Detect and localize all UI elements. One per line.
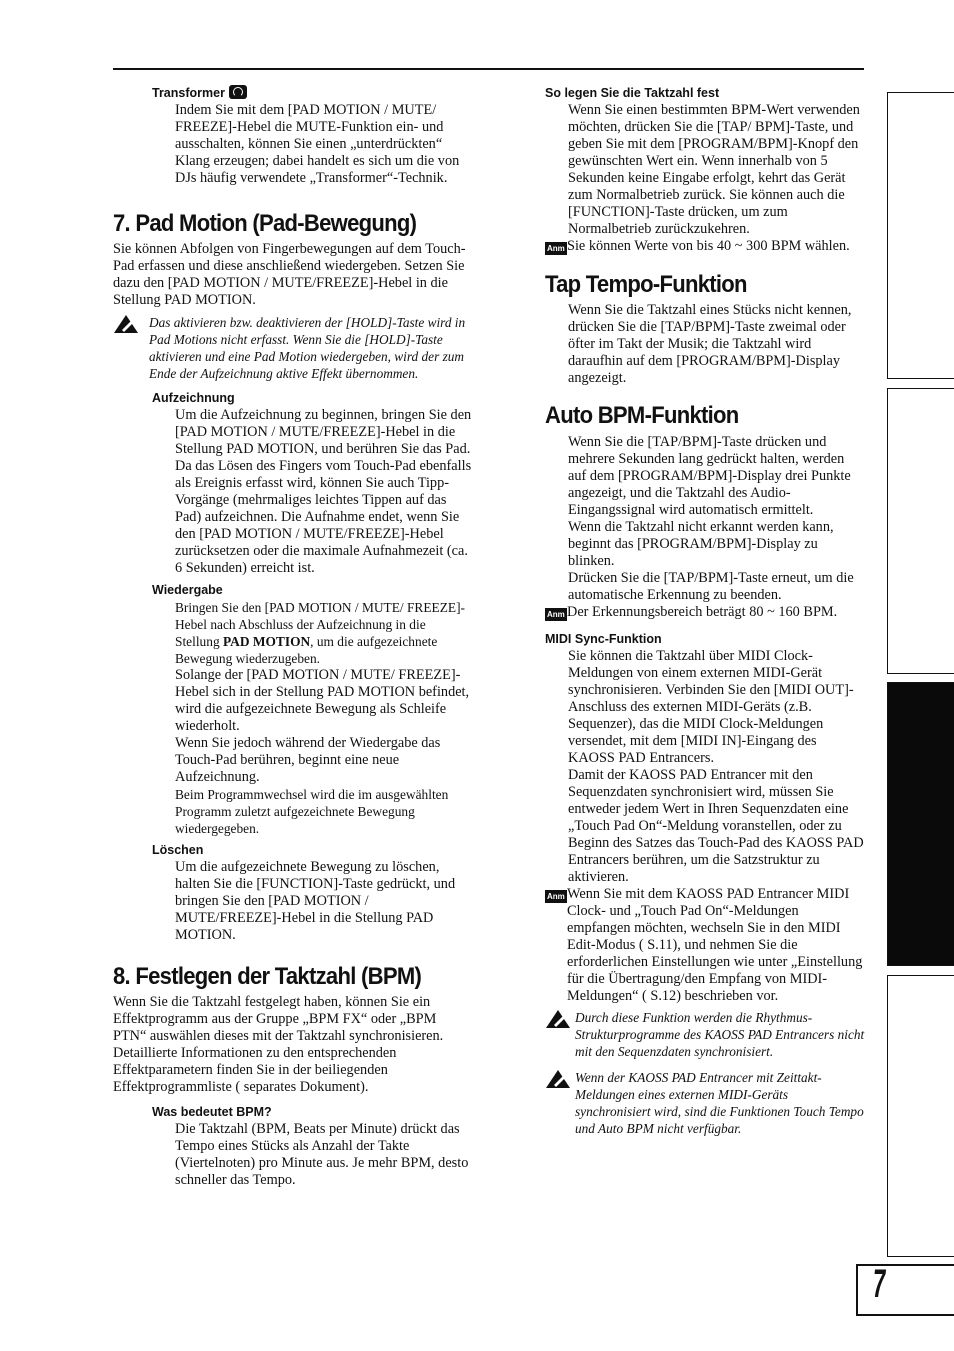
midi-warning-2-text: Wenn der KAOSS PAD Entrancer mit Zeittakt-Meldungen eines externen MIDI-Geräts synchronisiert wird, sind die Funktionen Touch Tempo und Auto BPM nicht verfügbar. xyxy=(575,1070,864,1136)
midi-text-2: Damit der KAOSS PAD Entrancer mit den Sequenzdaten synchronisiert wird, müssen Sie entweder jedem Wert in Ihren Sequenzdaten eine „Touch Pad On“-Meldung voranstellen, oder zu Beginn des Satzes das Touch-Pad des KAOSS PAD Entrancers berühren, um die Satzstruktur zu aktivieren. xyxy=(568,767,864,885)
auto-note-text: Der Erkennungsbereich beträgt 80 ~ 160 BPM. xyxy=(567,604,838,620)
aufzeichnung-text: Um die Aufzeichnung zu beginnen, bringen Sie den [PAD MOTION / MUTE/FREEZE]-Hebel in die Stellung PAD MOTION, und berühren Sie das Pad. Da das Lösen des Fingers vom Touch-Pad ebenfalls als Ereignis erfasst wird, können Sie auch Tipp-Vorgänge (mehrmaliges leichtes Tippen auf das Pad) aufzeichnen. Die Aufnahme endet, wenn Sie den [PAD MOTION / MUTE/FREEZE]-Hebel zurücksetzen oder die maximale Aufnahmezeit (ca. 6 Sekunden) erreicht ist. xyxy=(175,407,472,576)
midi-warning-1-text: Durch diese Funktion werden die Rhythmus-Strukturprogramme des KAOSS PAD Entrancers nicht mit den Sequenzdaten synchronisiert. xyxy=(575,1010,865,1059)
auto-text-1: Wenn Sie die [TAP/BPM]-Taste drücken und mehrere Sekunden lang gedrückt halten, werden auf dem [PROGRAM/BPM]-Display drei Punkte angezeigt, und die Taktzahl des Audio-Eingangssignal wird automatisch ermittelt. xyxy=(568,434,851,518)
fest-text: Wenn Sie einen bestimmten BPM-Wert verwenden möchten, drücken Sie die [TAP/ BPM]-Taste, und geben Sie mit dem [PROGRAM/BPM]-Knopf den gewünschten Wert ein. Wenn innerhalb von 5 Sekunden keine Eingabe erfolgt, kehrt das Gerät zum Normalbetrieb zurück. Sie können auch die [FUNCTION]-Taste drücken, um zum Normalbetrieb zurückzukehren. xyxy=(568,102,860,237)
auto-text-2: Wenn die Taktzahl nicht erkannt werden kann, beginnt das [PROGRAM/BPM]-Display zu blinken. xyxy=(568,519,834,569)
was-bpm-title: Was bedeutet BPM? xyxy=(152,1105,272,1119)
right-column xyxy=(545,85,865,1137)
anm-note-icon: Anm xyxy=(547,892,565,901)
midi-title: MIDI Sync-Funktion xyxy=(545,632,662,646)
midi-warning-2 xyxy=(545,1069,865,1137)
wiedergabe-text-a: Bringen Sie den [PAD MOTION / MUTE/ FREEZE]-Hebel nach Abschluss der Aufzeichnung in die Stellung PAD MOTION, um die aufgezeichnete Bewegung wiederzugeben. xyxy=(175,600,465,666)
midi-note xyxy=(545,886,865,1005)
section8-intro: Wenn Sie die Taktzahl festgelegt haben, können Sie ein Effektprogramm aus der Gruppe „BPM FX“ oder „BPM PTN“ auswählen dieses mit der Taktzahl synchronisieren. Detaillierte Informationen zu den entsprechenden Effektparametern finden Sie in der beiliegenden Effektprogrammliste ( separates Dokument). xyxy=(113,994,444,1095)
wiedergabe-text-c: Solange der [PAD MOTION / MUTE/ FREEZE]-Hebel sich in der Stellung PAD MOTION befindet, wird die aufgezeichnete Bewegung als Schleife wiederholt. xyxy=(175,667,470,734)
page-number: 7 xyxy=(873,1262,886,1306)
headphones-icon xyxy=(229,85,247,99)
side-tab-4 xyxy=(887,975,954,1257)
top-rule xyxy=(113,68,864,70)
aufzeichnung-title: Aufzeichnung xyxy=(152,391,235,405)
loeschen-text: Um die aufgezeichnete Bewegung zu löschen, halten Sie die [FUNCTION]-Taste gedrückt, und bringen Sie den [PAD MOTION / MUTE/FREEZE]-Hebel in die Stellung PAD MOTION. xyxy=(175,859,456,943)
warning-pen-icon xyxy=(545,1069,575,1137)
section7-intro: Sie können Abfolgen von Fingerbewegungen auf dem Touch-Pad erfassen und diese anschließend wiedergeben. Setzen Sie dazu den [PAD MOTION / MUTE/FREEZE]-Hebel in die Stellung PAD MOTION. xyxy=(113,241,466,308)
midi-note-text: Wenn Sie mit dem KAOSS PAD Entrancer MIDI Clock- und „Touch Pad On“-Meldungen empfangen möchten, wechseln Sie in den MIDI Edit-Modus ( S.11), und nehmen Sie die erforderlichen Einstellungen wie unter „Einstellung für die Übertragung/den Empfang von MIDI-Meldungen“ ( S.12) beschrieben vor. xyxy=(567,886,863,1004)
loeschen-title: Löschen xyxy=(152,843,204,857)
page-number-box xyxy=(856,1264,954,1316)
pad-motion-bold: PAD MOTION xyxy=(223,634,311,649)
wiedergabe-title: Wiedergabe xyxy=(152,583,223,597)
was-bpm-text: Die Taktzahl (BPM, Beats per Minute) drückt das Tempo eines Stücks als Anzahl der Takte (Viertelnoten) pro Minute aus. Je mehr BPM, desto schneller das Tempo. xyxy=(175,1121,469,1188)
midi-warning-1 xyxy=(545,1009,865,1060)
transformer-title: Transformer xyxy=(152,85,473,102)
fest-note-text: Sie können Werte von bis 40 ~ 300 BPM wählen. xyxy=(567,238,850,254)
side-tab-1 xyxy=(887,92,954,379)
auto-text-3: Drücken Sie die [TAP/BPM]-Taste erneut, um die automatische Erkennung zu beenden. xyxy=(568,570,854,603)
warning-pen-icon xyxy=(113,314,149,382)
wiedergabe-text-d: Wenn Sie jedoch während der Wiedergabe das Touch-Pad berühren, beginnt eine neue Aufzeichnung. xyxy=(175,735,441,785)
transformer-text: Indem Sie mit dem [PAD MOTION / MUTE/ FREEZE]-Hebel die MUTE-Funktion ein- und ausschalten, können Sie einen „unterdrückten“ Klang erzeugen; dabei handelt es sich um die von DJs häufig verwendete „Transformer“-Technik. xyxy=(175,102,460,186)
section7-heading: 7. Pad Motion (Pad-Bewegung) xyxy=(113,210,417,237)
anm-note-icon: Anm xyxy=(547,610,565,619)
fest-note xyxy=(545,238,865,256)
fest-title: So legen Sie die Taktzahl fest xyxy=(545,86,720,100)
left-column xyxy=(113,85,473,1189)
side-tab-active xyxy=(887,682,954,966)
anm-note-icon: Anm xyxy=(547,244,565,253)
wiedergabe-text-e: Beim Programmwechsel wird die im ausgewählten Programm zuletzt aufgezeichnete Bewegung wiedergegeben. xyxy=(175,787,449,836)
section8-heading: 8. Festlegen der Taktzahl (BPM) xyxy=(113,963,422,990)
side-tab-2 xyxy=(887,388,954,674)
auto-note xyxy=(545,604,865,622)
section7-warning-text: Das aktivieren bzw. deaktivieren der [HOLD]-Taste wird in Pad Motions nicht erfasst. Wenn Sie die [HOLD]-Taste aktivieren und eine Pad Motion wiedergeben, wird der zum Ende der Aufzeichnung aktive Effekt übernommen. xyxy=(149,315,466,381)
midi-text-1: Sie können die Taktzahl über MIDI Clock-Meldungen von einem externen MIDI-Gerät synchronisieren. Verbinden Sie den [MIDI OUT]-Anschluss des externen MIDI-Geräts (z.B. Sequenzer), das die MIDI Clock-Meldungen versendet, mit dem [MIDI IN]-Eingang des KAOSS PAD Entrancers. xyxy=(568,648,854,766)
section7-warning xyxy=(113,314,473,382)
tap-text: Wenn Sie die Taktzahl eines Stücks nicht kennen, drücken Sie die [TAP/BPM]-Taste zweimal oder öfter im Takt der Musik; die Taktzahl wird daraufhin auf dem [PROGRAM/BPM]-Display angezeigt. xyxy=(568,302,852,386)
tap-heading: Tap Tempo-Funktion xyxy=(545,271,747,298)
auto-heading: Auto BPM-Funktion xyxy=(545,402,739,429)
warning-pen-icon xyxy=(545,1009,575,1060)
